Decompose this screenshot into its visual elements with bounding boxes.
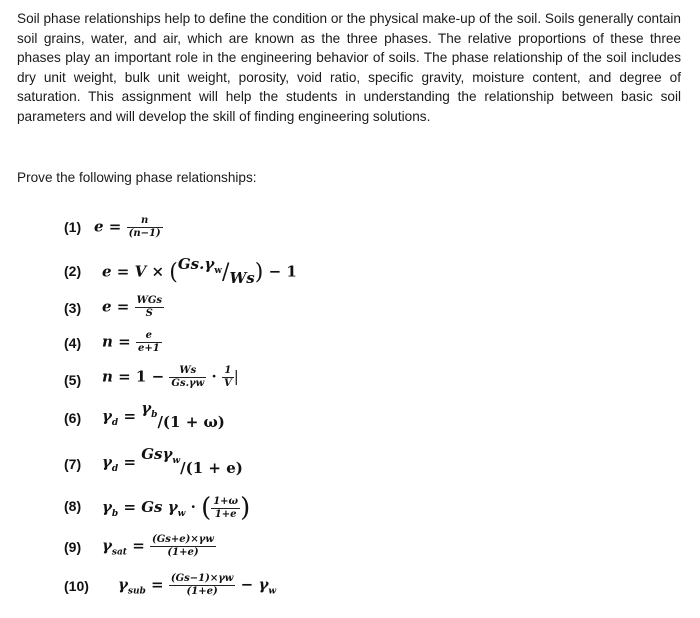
equation-number: (7) (64, 456, 82, 472)
equation-number: (3) (64, 300, 82, 316)
equation-number: (4) (64, 335, 82, 351)
equation-number: (5) (64, 372, 82, 388)
fraction: $\frac{e}{e+1}$ (137, 330, 160, 354)
equation-number: (10) (64, 578, 89, 594)
fraction: $\frac{\text{WGs}}{S}$ (136, 295, 162, 319)
equation-number: (9) (64, 539, 82, 555)
equation-number: (6) (64, 410, 82, 426)
fraction: $\frac{Ws}{Gs.\gamma w}$ (171, 365, 205, 389)
prompt-text: Prove the following phase relationships: (17, 170, 257, 185)
intro-paragraph: Soil phase relationships help to define the condition or the physical make-up of the soil. Soils generally contain soil grains, water, and air, which are known as the three phases. The relative proportions of these three phases play an important role in the engineering behavior of soils. The phase relationship of the soil includes dry unit weight, bulk unit weight, porosity, void ratio, specific gravity, moisture content, and degree of saturation. This assignment will help the students in understanding the relationship between basic soil parameters and will develop the skill of finding engineering solutions. (17, 11, 681, 124)
fraction: $\frac{(Gs-1)\times\gamma w}{(1+e)}$ (170, 573, 234, 597)
equation-number: (2) (64, 263, 82, 279)
equation-number: (8) (64, 498, 82, 514)
fraction: $\frac{1}{V}$ (223, 365, 232, 389)
equation-number: (1) (64, 219, 82, 235)
fraction: $\frac{n}{(n-1)}$ (128, 215, 161, 239)
fraction: $\frac{1+\omega}{1+e}$ (213, 495, 239, 520)
fraction: $\frac{(Gs+e)\times\gamma w}{(1+e)}$ (152, 534, 214, 558)
